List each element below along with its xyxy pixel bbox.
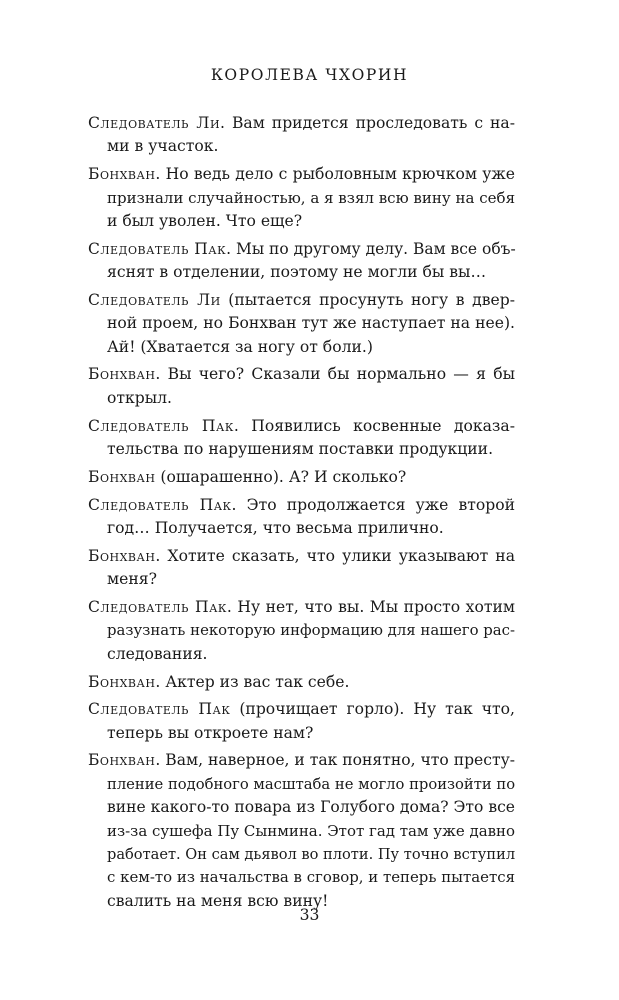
speaker-name: Бонхван bbox=[88, 467, 156, 486]
speaker-name: Следователь Пак bbox=[88, 495, 232, 514]
text-line: Следователь Пак. Ну нет, что вы. Мы просто хотим bbox=[88, 597, 516, 616]
text-line: Следователь Пак. Появились косвенные доказа- bbox=[88, 416, 515, 435]
paragraph bbox=[88, 698, 515, 745]
text-line: свалить на меня всю вину! bbox=[107, 891, 329, 910]
page-body bbox=[88, 112, 515, 913]
text-line: работает. Он сам дьявол во плоти. Пу точно вступил bbox=[107, 846, 516, 864]
text-line: меня? bbox=[107, 570, 157, 589]
text-line: Следователь Ли (пытается просунуть ногу в двер- bbox=[88, 290, 515, 309]
text-line: Бонхван. Вы чего? Сказали бы нормально — я бы bbox=[88, 365, 515, 384]
text-line: с кем-то из начальства в сговор, и теперь пытается bbox=[107, 868, 515, 887]
text-line: яснят в отделении, поэтому не могли бы вы… bbox=[107, 263, 487, 282]
text-line: пление подобного масштаба не могло произойти по bbox=[107, 775, 516, 793]
text-line: Следователь Пак. Это продолжается уже второй bbox=[88, 495, 515, 514]
text-line: Следователь Пак. Мы по другому делу. Вам все объ- bbox=[88, 239, 516, 258]
text-line: Бонхван. Но ведь дело с рыболовным крючком уже bbox=[88, 165, 515, 184]
paragraph bbox=[88, 749, 515, 913]
text-line: Ай! (Хватается за ногу от боли.) bbox=[107, 337, 373, 356]
text-line: Бонхван. Хотите сказать, что улики указывают на bbox=[88, 546, 515, 565]
text-line: ми в участок. bbox=[107, 137, 219, 156]
text-line: Бонхван. Актер из вас так себе. bbox=[88, 672, 350, 691]
paragraph bbox=[88, 289, 515, 359]
text-line: Бонхван. Вам, наверное, и так понятно, что престу- bbox=[88, 751, 515, 770]
text-line: признали случайностью, а я взял всю вину на себя bbox=[107, 188, 516, 207]
text-line: тельства по нарушениям поставки продукции. bbox=[107, 440, 494, 459]
text-line: теперь вы откроете нам? bbox=[107, 723, 314, 742]
text-line: разузнать некоторую информацию для нашего рас- bbox=[107, 621, 515, 640]
paragraph bbox=[88, 494, 515, 541]
speaker-name: Следователь Пак bbox=[88, 597, 227, 616]
text-line: ной проем, но Бонхван тут же наступает на нее). bbox=[107, 314, 515, 333]
running-head: КОРОЛЕВА ЧХОРИН bbox=[210, 66, 409, 84]
paragraph bbox=[88, 415, 515, 462]
text-line: Следователь Ли. Вам придется проследовать с на- bbox=[88, 114, 515, 132]
speaker-name: Следователь Пак bbox=[88, 416, 234, 435]
text-line: вине какого-то повара из Голубого дома? Это все bbox=[107, 798, 515, 817]
paragraph bbox=[88, 671, 515, 694]
paragraph bbox=[88, 238, 515, 285]
paragraph bbox=[88, 596, 515, 666]
page-number: 33 bbox=[299, 906, 320, 924]
paragraph bbox=[88, 163, 515, 233]
text-line: год… Получается, что весьма прилично. bbox=[107, 518, 444, 537]
speaker-name: Бонхван bbox=[88, 751, 156, 770]
paragraph bbox=[88, 466, 515, 489]
text-line: из-за сушефа Пу Сынмина. Этот гад там уже давно bbox=[107, 821, 515, 840]
speaker-name: Следователь Ли bbox=[88, 114, 221, 132]
text-line: Бонхван (ошарашенно). А? И сколько? bbox=[88, 467, 407, 486]
speaker-name: Бонхван bbox=[88, 672, 156, 691]
speaker-name: Следователь Ли bbox=[88, 290, 221, 309]
speaker-name: Следователь Пак bbox=[88, 239, 227, 258]
speaker-name: Следователь Пак bbox=[88, 700, 231, 719]
text-line: Следователь Пак (прочищает горло). Ну так что, bbox=[88, 700, 516, 719]
speaker-name: Бонхван bbox=[88, 365, 156, 384]
paragraph bbox=[88, 545, 515, 592]
text-line: следования. bbox=[107, 644, 208, 663]
paragraph bbox=[88, 112, 515, 159]
speaker-name: Бонхван bbox=[88, 165, 156, 184]
paragraph bbox=[88, 363, 515, 410]
text-line: и был уволен. Что еще? bbox=[107, 211, 303, 230]
speaker-name: Бонхван bbox=[88, 546, 156, 565]
text-line: открыл. bbox=[107, 388, 173, 407]
